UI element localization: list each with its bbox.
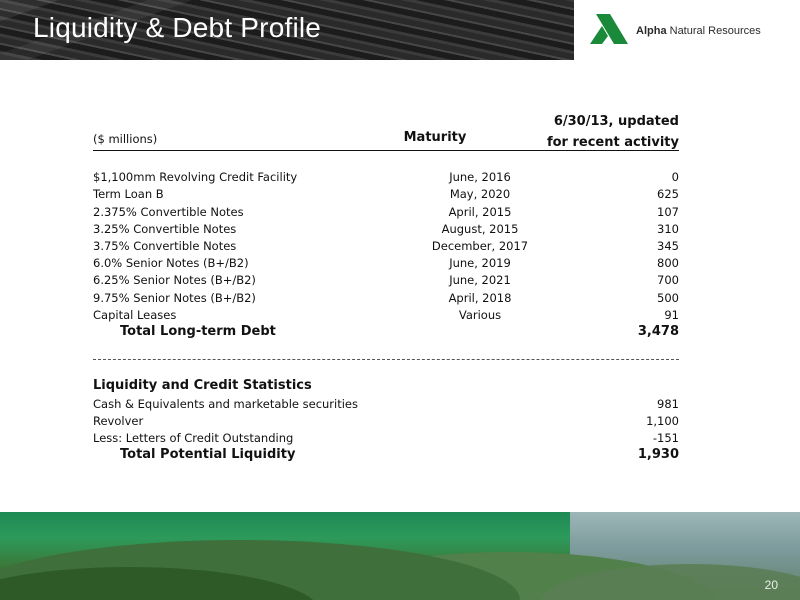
row-maturity: May, 2020 (449, 187, 511, 201)
row-maturity: August, 2015 (441, 222, 519, 236)
row-value: 500 (657, 291, 679, 305)
header-divider (93, 150, 679, 151)
date-column-header (547, 111, 679, 153)
table-row (93, 291, 679, 307)
logo-wordmark (636, 25, 761, 37)
logo-wordmark-rest: Natural Resources (669, 25, 761, 37)
table-row (93, 205, 679, 221)
row-maturity: June, 2019 (449, 256, 511, 270)
row-value: 0 (671, 170, 679, 184)
table-row (93, 170, 679, 186)
row-maturity: June, 2021 (449, 273, 511, 287)
date-header-line2: for recent activity (546, 135, 679, 150)
logo-wordmark-bold: Alpha (636, 25, 667, 37)
row-value: 625 (657, 187, 679, 201)
total-debt-row (93, 324, 679, 342)
slide-title: Liquidity & Debt Profile (33, 12, 322, 43)
row-maturity: April, 2015 (448, 205, 512, 219)
units-label: ($ millions) (93, 132, 158, 146)
date-header-line1: 6/30/13, updated (553, 114, 679, 129)
row-maturity: April, 2018 (448, 291, 512, 305)
row-value: 107 (657, 205, 679, 219)
row-value: 981 (657, 397, 679, 411)
row-label: Capital Leases (93, 308, 177, 322)
total-debt-label: Total Long-term Debt (120, 324, 276, 339)
row-value: 310 (657, 222, 679, 236)
total-debt-value: 3,478 (637, 324, 679, 339)
table-row (93, 273, 679, 289)
section-divider (93, 359, 679, 360)
row-maturity: June, 2016 (449, 170, 511, 184)
row-label: Cash & Equivalents and marketable securities (93, 397, 358, 411)
maturity-column-header: Maturity (403, 130, 467, 145)
table-row (93, 187, 679, 203)
row-value: 1,100 (646, 414, 679, 428)
company-logo (574, 0, 800, 60)
row-value: 800 (657, 256, 679, 270)
row-value: 700 (657, 273, 679, 287)
table-row (93, 397, 679, 413)
table-row (93, 239, 679, 255)
row-value: -151 (652, 431, 679, 445)
row-label: 9.75% Senior Notes (B+/B2) (93, 291, 256, 305)
row-maturity: Various (458, 308, 502, 322)
page-number: 20 (764, 578, 778, 592)
row-value: 345 (657, 239, 679, 253)
row-label: $1,100mm Revolving Credit Facility (93, 170, 298, 184)
liquidity-section-header: Liquidity and Credit Statistics (93, 378, 312, 393)
table-row (93, 308, 679, 324)
total-liquidity-row (93, 447, 679, 465)
table-row (93, 256, 679, 272)
row-label: Revolver (93, 414, 144, 428)
total-liquidity-value: 1,930 (637, 447, 679, 462)
slide-header (0, 0, 800, 60)
row-maturity: December, 2017 (431, 239, 529, 253)
row-label: Less: Letters of Credit Outstanding (93, 431, 294, 445)
table-row (93, 222, 679, 238)
table-row (93, 431, 679, 447)
landscape-footer-image (0, 512, 800, 600)
total-liquidity-label: Total Potential Liquidity (120, 447, 296, 462)
row-label: 6.25% Senior Notes (B+/B2) (93, 273, 256, 287)
alpha-logo-icon (590, 12, 630, 46)
row-label: 3.25% Convertible Notes (93, 222, 237, 236)
row-label: 3.75% Convertible Notes (93, 239, 237, 253)
row-value: 91 (664, 308, 679, 322)
row-label: Term Loan B (93, 187, 164, 201)
table-row (93, 414, 679, 430)
row-label: 6.0% Senior Notes (B+/B2) (93, 256, 249, 270)
row-label: 2.375% Convertible Notes (93, 205, 244, 219)
